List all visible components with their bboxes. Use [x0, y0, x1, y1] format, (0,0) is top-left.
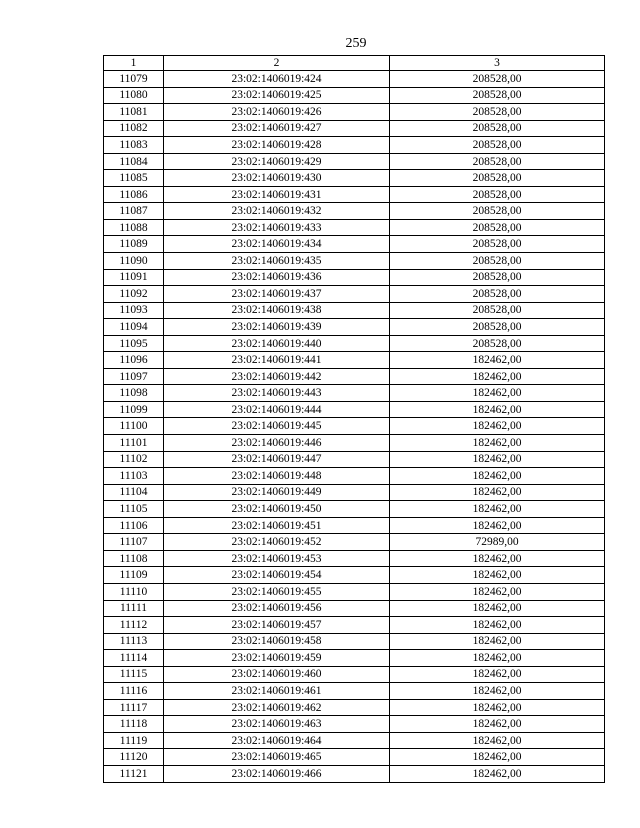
cadastral-number-cell: 23:02:1406019:443	[164, 385, 390, 402]
cadastral-number-cell: 23:02:1406019:431	[164, 186, 390, 203]
value-cell: 182462,00	[390, 368, 605, 385]
table-row	[104, 203, 605, 220]
cadastral-number-cell: 23:02:1406019:449	[164, 484, 390, 501]
cadastral-number-cell: 23:02:1406019:424	[164, 71, 390, 88]
table-row	[104, 699, 605, 716]
row-number-cell: 11107	[104, 534, 164, 551]
table-row	[104, 583, 605, 600]
row-number-cell: 11121	[104, 765, 164, 782]
row-number-cell: 11092	[104, 286, 164, 303]
value-cell: 182462,00	[390, 666, 605, 683]
cadastral-number-cell: 23:02:1406019:461	[164, 683, 390, 700]
table-row	[104, 600, 605, 617]
row-number-cell: 11084	[104, 153, 164, 170]
cadastral-number-cell: 23:02:1406019:437	[164, 286, 390, 303]
header-row	[104, 56, 605, 71]
table-row	[104, 385, 605, 402]
row-number-cell: 11114	[104, 650, 164, 667]
row-number-cell: 11100	[104, 418, 164, 435]
cadastral-number-cell: 23:02:1406019:426	[164, 104, 390, 121]
cadastral-number-cell: 23:02:1406019:452	[164, 534, 390, 551]
cadastral-number-cell: 23:02:1406019:433	[164, 219, 390, 236]
cadastral-number-cell: 23:02:1406019:435	[164, 253, 390, 270]
cadastral-number-cell: 23:02:1406019:459	[164, 650, 390, 667]
table-row	[104, 501, 605, 518]
table-row	[104, 302, 605, 319]
value-cell: 182462,00	[390, 418, 605, 435]
value-cell: 208528,00	[390, 186, 605, 203]
row-number-cell: 11120	[104, 749, 164, 766]
row-number-cell: 11082	[104, 120, 164, 137]
value-cell: 208528,00	[390, 120, 605, 137]
row-number-cell: 11090	[104, 253, 164, 270]
table-row	[104, 633, 605, 650]
table-row	[104, 451, 605, 468]
table-row	[104, 666, 605, 683]
cadastral-number-cell: 23:02:1406019:456	[164, 600, 390, 617]
value-cell: 208528,00	[390, 219, 605, 236]
cadastral-number-cell: 23:02:1406019:427	[164, 120, 390, 137]
row-number-cell: 11112	[104, 617, 164, 634]
row-number-cell: 11086	[104, 186, 164, 203]
value-cell: 182462,00	[390, 501, 605, 518]
row-number-cell: 11113	[104, 633, 164, 650]
cadastral-number-cell: 23:02:1406019:429	[164, 153, 390, 170]
value-cell: 182462,00	[390, 517, 605, 534]
table-row	[104, 253, 605, 270]
row-number-cell: 11099	[104, 401, 164, 418]
row-number-cell: 11101	[104, 435, 164, 452]
value-cell: 182462,00	[390, 567, 605, 584]
table-row	[104, 352, 605, 369]
cadastral-number-cell: 23:02:1406019:444	[164, 401, 390, 418]
value-cell: 208528,00	[390, 335, 605, 352]
value-cell: 182462,00	[390, 683, 605, 700]
value-cell: 182462,00	[390, 451, 605, 468]
table-row	[104, 104, 605, 121]
cadastral-number-cell: 23:02:1406019:454	[164, 567, 390, 584]
cadastral-number-cell: 23:02:1406019:442	[164, 368, 390, 385]
cadastral-number-cell: 23:02:1406019:460	[164, 666, 390, 683]
registry-table	[103, 55, 605, 783]
table-row	[104, 484, 605, 501]
table-row	[104, 71, 605, 88]
row-number-cell: 11088	[104, 219, 164, 236]
value-cell: 182462,00	[390, 583, 605, 600]
row-number-cell: 11091	[104, 269, 164, 286]
cadastral-number-cell: 23:02:1406019:439	[164, 319, 390, 336]
table-row	[104, 732, 605, 749]
value-cell: 208528,00	[390, 302, 605, 319]
value-cell: 208528,00	[390, 269, 605, 286]
value-cell: 182462,00	[390, 732, 605, 749]
row-number-cell: 11079	[104, 71, 164, 88]
value-cell: 208528,00	[390, 87, 605, 104]
row-number-cell: 11108	[104, 550, 164, 567]
table-row	[104, 716, 605, 733]
table-row	[104, 120, 605, 137]
cadastral-number-cell: 23:02:1406019:425	[164, 87, 390, 104]
row-number-cell: 11096	[104, 352, 164, 369]
table-row	[104, 170, 605, 187]
table-header	[104, 56, 605, 71]
table-row	[104, 368, 605, 385]
row-number-cell: 11085	[104, 170, 164, 187]
value-cell: 182462,00	[390, 765, 605, 782]
table-row	[104, 435, 605, 452]
value-cell: 208528,00	[390, 236, 605, 253]
column-header-3: 3	[390, 56, 605, 71]
table-body	[104, 71, 605, 783]
row-number-cell: 11095	[104, 335, 164, 352]
row-number-cell: 11118	[104, 716, 164, 733]
cadastral-number-cell: 23:02:1406019:438	[164, 302, 390, 319]
table-row	[104, 286, 605, 303]
cadastral-number-cell: 23:02:1406019:436	[164, 269, 390, 286]
row-number-cell: 11089	[104, 236, 164, 253]
row-number-cell: 11102	[104, 451, 164, 468]
table-row	[104, 401, 605, 418]
value-cell: 208528,00	[390, 286, 605, 303]
row-number-cell: 11087	[104, 203, 164, 220]
table-row	[104, 468, 605, 485]
table-row	[104, 236, 605, 253]
table-row	[104, 319, 605, 336]
value-cell: 208528,00	[390, 319, 605, 336]
row-number-cell: 11117	[104, 699, 164, 716]
cadastral-number-cell: 23:02:1406019:464	[164, 732, 390, 749]
row-number-cell: 11109	[104, 567, 164, 584]
table-row	[104, 550, 605, 567]
table-row	[104, 418, 605, 435]
row-number-cell: 11111	[104, 600, 164, 617]
cadastral-number-cell: 23:02:1406019:463	[164, 716, 390, 733]
cadastral-number-cell: 23:02:1406019:428	[164, 137, 390, 154]
table-row	[104, 153, 605, 170]
cadastral-number-cell: 23:02:1406019:453	[164, 550, 390, 567]
row-number-cell: 11115	[104, 666, 164, 683]
cadastral-number-cell: 23:02:1406019:465	[164, 749, 390, 766]
cadastral-number-cell: 23:02:1406019:446	[164, 435, 390, 452]
row-number-cell: 11110	[104, 583, 164, 600]
row-number-cell: 11093	[104, 302, 164, 319]
row-number-cell: 11094	[104, 319, 164, 336]
value-cell: 208528,00	[390, 203, 605, 220]
value-cell: 182462,00	[390, 435, 605, 452]
table-row	[104, 749, 605, 766]
cadastral-number-cell: 23:02:1406019:445	[164, 418, 390, 435]
cadastral-number-cell: 23:02:1406019:430	[164, 170, 390, 187]
cadastral-number-cell: 23:02:1406019:440	[164, 335, 390, 352]
row-number-cell: 11116	[104, 683, 164, 700]
value-cell: 182462,00	[390, 385, 605, 402]
value-cell: 182462,00	[390, 401, 605, 418]
row-number-cell: 11104	[104, 484, 164, 501]
row-number-cell: 11097	[104, 368, 164, 385]
cadastral-number-cell: 23:02:1406019:458	[164, 633, 390, 650]
row-number-cell: 11119	[104, 732, 164, 749]
value-cell: 72989,00	[390, 534, 605, 551]
value-cell: 208528,00	[390, 71, 605, 88]
table-row	[104, 269, 605, 286]
value-cell: 182462,00	[390, 633, 605, 650]
cadastral-number-cell: 23:02:1406019:466	[164, 765, 390, 782]
value-cell: 182462,00	[390, 650, 605, 667]
table-row	[104, 335, 605, 352]
table-row	[104, 87, 605, 104]
table-row	[104, 219, 605, 236]
cadastral-number-cell: 23:02:1406019:450	[164, 501, 390, 518]
cadastral-number-cell: 23:02:1406019:457	[164, 617, 390, 634]
value-cell: 182462,00	[390, 716, 605, 733]
value-cell: 182462,00	[390, 617, 605, 634]
row-number-cell: 11080	[104, 87, 164, 104]
value-cell: 182462,00	[390, 484, 605, 501]
table-row	[104, 650, 605, 667]
value-cell: 182462,00	[390, 352, 605, 369]
cadastral-number-cell: 23:02:1406019:434	[164, 236, 390, 253]
value-cell: 182462,00	[390, 699, 605, 716]
value-cell: 208528,00	[390, 104, 605, 121]
row-number-cell: 11083	[104, 137, 164, 154]
table-row	[104, 567, 605, 584]
cadastral-number-cell: 23:02:1406019:447	[164, 451, 390, 468]
value-cell: 208528,00	[390, 170, 605, 187]
table-row	[104, 186, 605, 203]
value-cell: 182462,00	[390, 749, 605, 766]
column-header-2: 2	[164, 56, 390, 71]
table-row	[104, 517, 605, 534]
table-row	[104, 617, 605, 634]
cadastral-number-cell: 23:02:1406019:462	[164, 699, 390, 716]
cadastral-number-cell: 23:02:1406019:451	[164, 517, 390, 534]
cadastral-number-cell: 23:02:1406019:432	[164, 203, 390, 220]
value-cell: 208528,00	[390, 253, 605, 270]
value-cell: 182462,00	[390, 600, 605, 617]
table-row	[104, 683, 605, 700]
row-number-cell: 11081	[104, 104, 164, 121]
table-row	[104, 137, 605, 154]
value-cell: 182462,00	[390, 550, 605, 567]
page-number: 259	[345, 36, 367, 51]
value-cell: 182462,00	[390, 468, 605, 485]
cadastral-number-cell: 23:02:1406019:455	[164, 583, 390, 600]
value-cell: 208528,00	[390, 137, 605, 154]
value-cell: 208528,00	[390, 153, 605, 170]
row-number-cell: 11105	[104, 501, 164, 518]
row-number-cell: 11103	[104, 468, 164, 485]
cadastral-number-cell: 23:02:1406019:448	[164, 468, 390, 485]
table-row	[104, 765, 605, 782]
row-number-cell: 11106	[104, 517, 164, 534]
cadastral-number-cell: 23:02:1406019:441	[164, 352, 390, 369]
row-number-cell: 11098	[104, 385, 164, 402]
column-header-1: 1	[104, 56, 164, 71]
table-row	[104, 534, 605, 551]
